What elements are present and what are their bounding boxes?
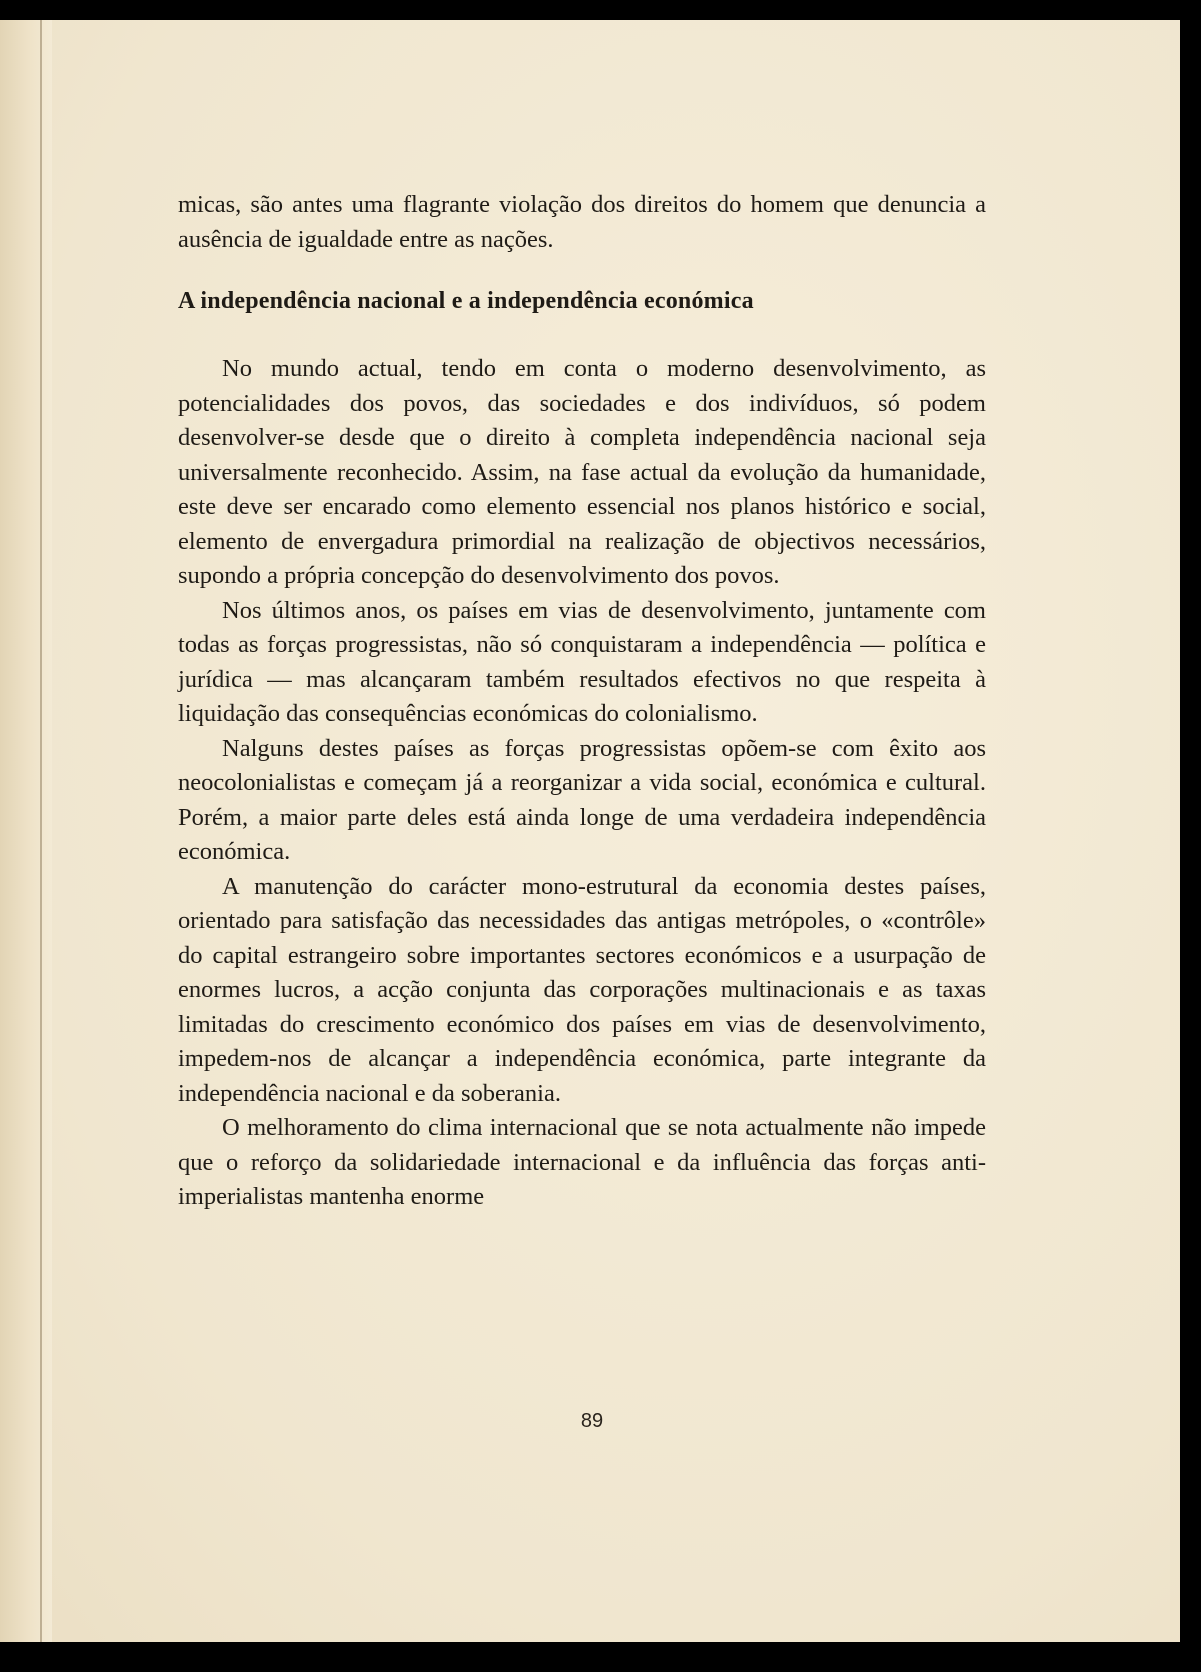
paragraph: No mundo actual, tendo em conta o moderno desenvolvimento, as potencialidades dos povos, das sociedades e dos indivíduos, só podem desenvolver-se desde que o direito à completa independência nacional seja universalmente reconhecido. Assim, na fase actual da evolução da humanidade, este deve ser encarado como elemento essencial nos planos histórico e social, elemento de envergadura primordial na realização de objectivos necessários, supondo a própria concepção do desenvolvimento dos povos. xyxy=(178,355,986,589)
paragraph-continuation: micas, são antes uma flagrante violação dos direitos do homem que denuncia a ausência de igualdade entre as nações. xyxy=(178,191,986,253)
section-heading: A independência nacional e a independência económica xyxy=(178,288,754,314)
book-page xyxy=(0,20,1180,1642)
binding-line xyxy=(40,20,42,1642)
page-number: 89 xyxy=(580,1410,604,1432)
paragraph: O melhoramento do clima internacional que se nota actualmente não impede que o reforço da solidariedade internacional e da influência das forças anti-imperialistas mantenha enorme xyxy=(178,1114,986,1210)
paragraph: Nos últimos anos, os países em vias de desenvolvimento, juntamente com todas as forças progressistas, não só conquistaram a independência — política e jurídica — mas alcançaram também resultados efectivos no que respeita à liquidação das consequências económicas do colonialismo. xyxy=(178,596,986,727)
paragraph: Nalguns destes países as forças progressistas opõem-se com êxito aos neocolonialistas e começam já a reorganizar a vida social, económica e cultural. Porém, a maior parte deles está ainda longe de uma verdadeira independência económica. xyxy=(178,734,986,865)
paragraph: A manutenção do carácter mono-estrutural da economia destes países, orientado para satisfação das necessidades das antigas metrópoles, o «contrôle» do capital estrangeiro sobre importantes sectores económicos e a usurpação de enormes lucros, a acção conjunta das corporações multinacionais e as taxas limitadas do crescimento económico dos países em vias de desenvolvimento, impedem-nos de alcançar a independência económica, parte integrante da independência nacional e da soberania. xyxy=(178,872,986,1107)
page-text xyxy=(178,188,986,1215)
page-gutter xyxy=(0,20,52,1642)
